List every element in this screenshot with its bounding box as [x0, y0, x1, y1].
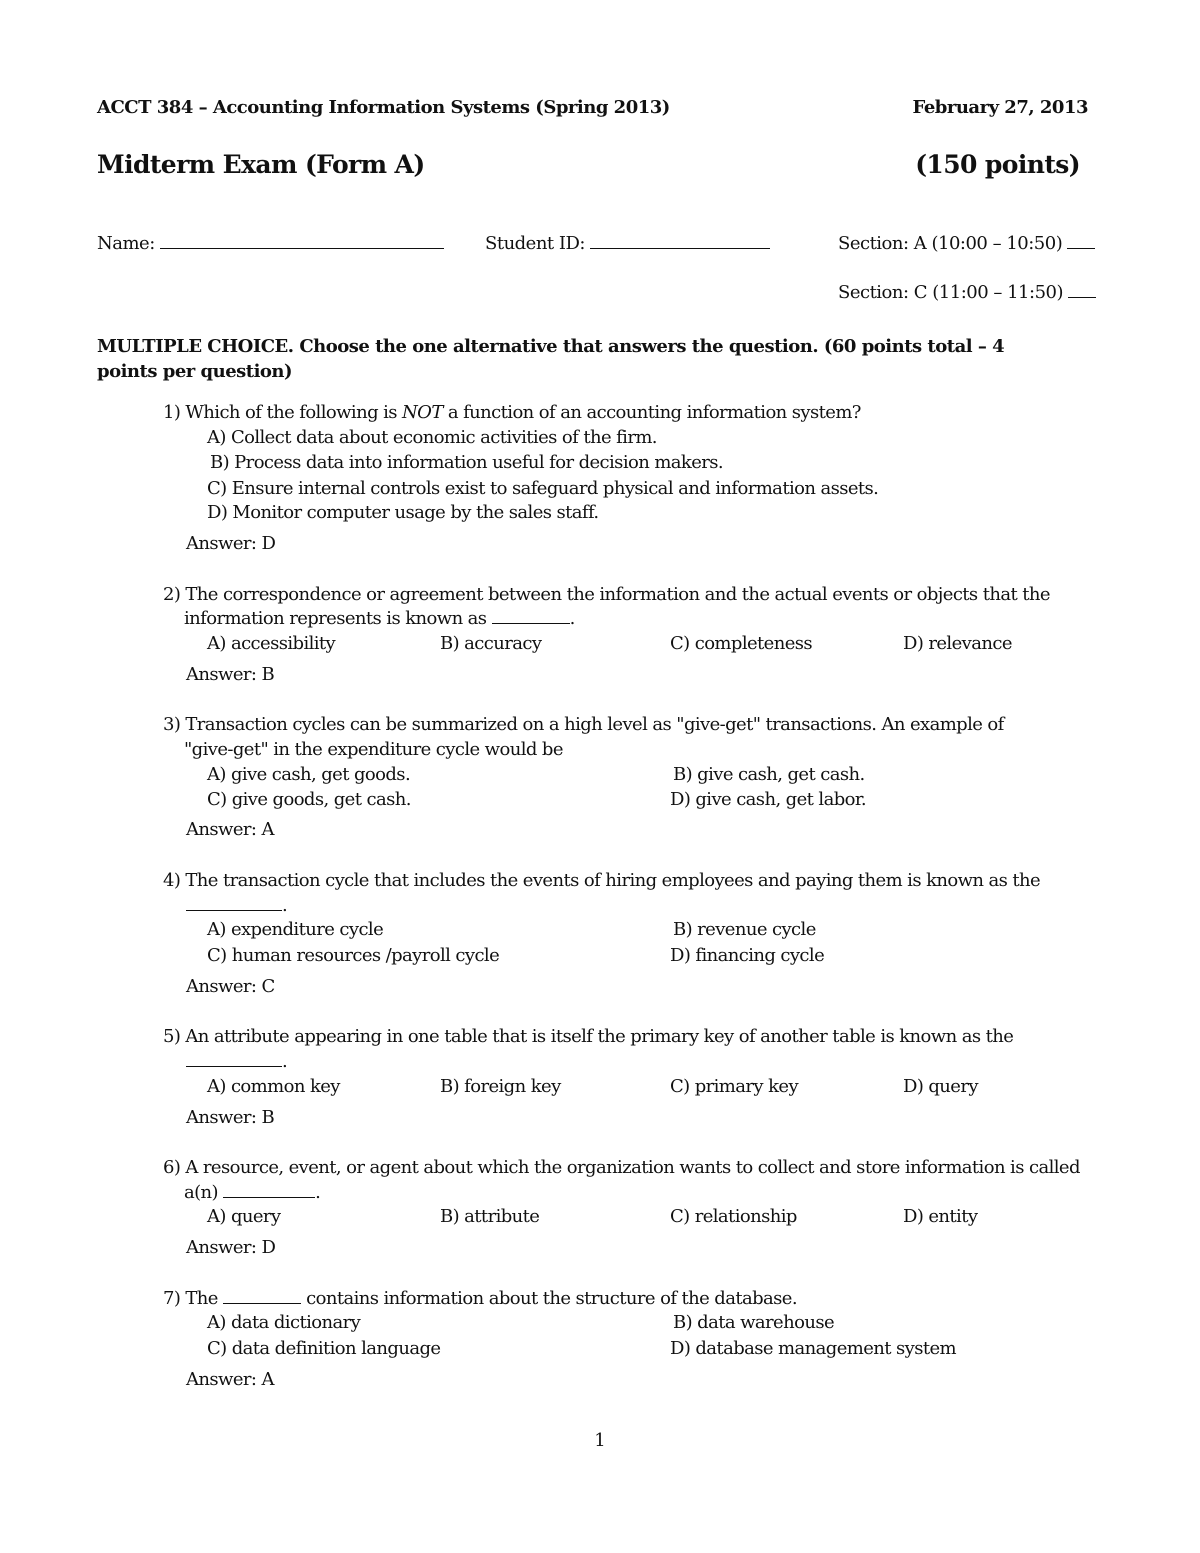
option-b: B) accuracy: [440, 633, 542, 654]
option-b: B) data warehouse: [673, 1312, 835, 1333]
exam-points: (150 points): [915, 150, 1080, 179]
question-stem-continued: .: [186, 893, 287, 918]
emphasis-not: NOT: [402, 402, 443, 423]
option-c: C) primary key: [670, 1076, 799, 1097]
option-b: B) Process data into information useful for decision makers.: [210, 452, 724, 473]
question-stem: 2) The correspondence or agreement between the information and the actual events or objects that the: [163, 584, 1050, 605]
exam-title: Midterm Exam (Form A): [97, 150, 425, 179]
answer-blank: [223, 1289, 301, 1304]
question-stem: 6) A resource, event, or agent about which the organization wants to collect and store information is called: [163, 1157, 1080, 1178]
student-id-field[interactable]: [485, 233, 770, 254]
student-id-label: Student ID:: [485, 233, 585, 254]
question-stem: 1) Which of the following is NOT a function of an accounting information system?: [163, 402, 861, 423]
section-c-label: Section: C (11:00 – 11:50): [838, 282, 1063, 303]
student-id-blank[interactable]: [590, 234, 770, 249]
answer: Answer: C: [186, 976, 275, 997]
page-number: 1: [594, 1430, 606, 1451]
course-header: ACCT 384 – Accounting Information Systems (Spring 2013): [97, 97, 670, 118]
option-c: C) human resources /payroll cycle: [207, 945, 500, 966]
option-d: D) query: [903, 1076, 978, 1097]
option-c: C) data definition language: [207, 1338, 441, 1359]
option-a: A) expenditure cycle: [207, 919, 384, 940]
section-a-field[interactable]: [838, 233, 1095, 254]
option-a: A) common key: [207, 1076, 340, 1097]
option-c: C) completeness: [670, 633, 813, 654]
instructions: MULTIPLE CHOICE. Choose the one alternative that answers the question. (60 points total – 4 points per question): [97, 336, 1005, 382]
section-c-blank[interactable]: [1068, 283, 1096, 298]
question-stem: 3) Transaction cycles can be summarized on a high level as "give-get" transactions. An example of: [163, 714, 1004, 735]
option-b: B) attribute: [440, 1206, 540, 1227]
exam-date: February 27, 2013: [912, 97, 1088, 118]
question-stem-continued: .: [186, 1049, 287, 1074]
question-stem: 5) An attribute appearing in one table that is itself the primary key of another table is known as the: [163, 1026, 1014, 1047]
section-c-field[interactable]: [838, 282, 1096, 303]
option-b: B) give cash, get cash.: [673, 764, 865, 785]
answer: Answer: B: [186, 664, 275, 685]
answer: Answer: D: [186, 533, 276, 554]
question-stem-continued: information represents is known as .: [184, 608, 575, 629]
answer: Answer: D: [186, 1237, 276, 1258]
option-d: D) relevance: [903, 633, 1012, 654]
answer-blank: [492, 609, 570, 624]
option-c: C) Ensure internal controls exist to safeguard physical and information assets.: [207, 478, 879, 499]
option-a: A) data dictionary: [207, 1312, 361, 1333]
option-b: B) revenue cycle: [673, 919, 816, 940]
option-b: B) foreign key: [440, 1076, 561, 1097]
question-stem: 4) The transaction cycle that includes the events of hiring employees and paying them is known as the: [163, 870, 1041, 891]
option-c: C) give goods, get cash.: [207, 789, 411, 810]
option-c: C) relationship: [670, 1206, 797, 1227]
option-a: A) Collect data about economic activities of the firm.: [207, 427, 657, 448]
option-d: D) database management system: [670, 1338, 957, 1359]
answer: Answer: A: [186, 1369, 274, 1390]
option-a: A) accessibility: [207, 633, 336, 654]
section-a-label: Section: A (10:00 – 10:50): [838, 233, 1063, 254]
answer: Answer: A: [186, 819, 274, 840]
name-label: Name:: [97, 233, 155, 254]
option-d: D) financing cycle: [670, 945, 825, 966]
option-d: D) give cash, get labor.: [670, 789, 867, 810]
question-stem: 7) The contains information about the structure of the database.: [163, 1288, 797, 1309]
option-d: D) Monitor computer usage by the sales staff.: [207, 502, 599, 523]
answer-blank: [186, 1052, 282, 1067]
answer-blank: [186, 896, 282, 911]
answer-blank: [223, 1183, 315, 1198]
question-stem-continued: "give-get" in the expenditure cycle would be: [184, 739, 563, 760]
name-blank[interactable]: [160, 234, 444, 249]
section-a-blank[interactable]: [1067, 234, 1095, 249]
answer: Answer: B: [186, 1107, 275, 1128]
option-a: A) query: [207, 1206, 281, 1227]
option-a: A) give cash, get goods.: [207, 764, 411, 785]
name-field[interactable]: [97, 233, 444, 254]
option-d: D) entity: [903, 1206, 978, 1227]
question-stem-continued: a(n) .: [184, 1182, 321, 1203]
